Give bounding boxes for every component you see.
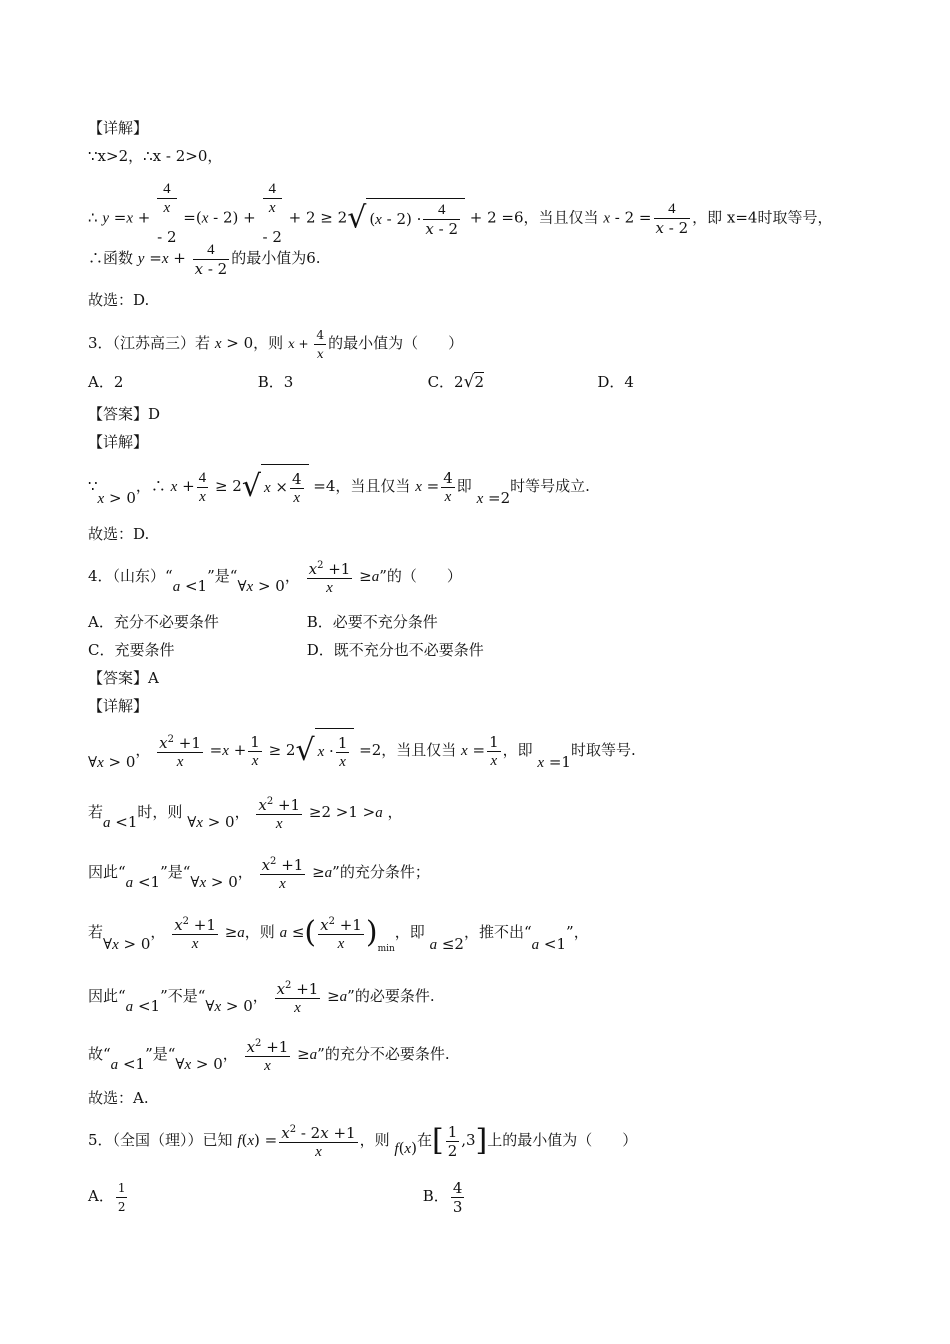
q4-detail-label: 【详解】 bbox=[88, 697, 149, 715]
q3-option-a[interactable]: A．2 bbox=[88, 373, 124, 391]
q4-options-row2 bbox=[88, 640, 484, 660]
q4-line1: ∀x > 0， $\frac{x^2 +1}{x}$ =x + $\frac{1}{x}$ ≥ 2√ x · $\frac{1}{x}$ =2，当且仅当 x = $\frac{1}{x}$ ，即 x =1时取等号. bbox=[88, 728, 636, 774]
q5-option-b[interactable]: B． $\frac{4}{3}$ bbox=[422, 1178, 463, 1216]
q4-option-c[interactable]: C．充要条件 bbox=[88, 641, 175, 659]
q4-option-a[interactable]: A．充分不必要条件 bbox=[88, 613, 219, 631]
q3-detail-label: 【详解】 bbox=[88, 433, 149, 451]
q2-step1: ∵x>2，∴x - 2>0， bbox=[88, 147, 223, 165]
q4-stem: 4．（山东）“a <1”是“∀x > 0， $\frac{x^2 +1}{x}$ ≥a”的（ ） bbox=[88, 556, 462, 597]
q4-option-b[interactable]: B．必要不充分条件 bbox=[306, 613, 438, 631]
q4-line6: 故“a <1”是“∀x > 0， $\frac{x^2 +1}{x}$ ≥a”的充分不必要条件. bbox=[88, 1034, 450, 1075]
q3-options bbox=[88, 372, 634, 392]
q3-choose: 故选：D. bbox=[88, 525, 150, 543]
q4-options-row1 bbox=[88, 612, 438, 632]
q4-line2: 若a <1时，则 ∀x > 0， $\frac{x^2 +1}{x}$ ≥2 >1 >a ， bbox=[88, 792, 403, 833]
q5-option-a[interactable]: A． $\frac{1}{2}$ bbox=[88, 1180, 126, 1214]
q2-choose: 故选：D. bbox=[88, 291, 150, 309]
q5-stem: 5．（全国（理））已知 f(x) = $\frac{x^2 - 2x +1}{x}$ ，则 f(x)在[ $\frac{1}{2}$ ,3]上的最小值为（ ） bbox=[88, 1122, 638, 1160]
q3-option-b[interactable]: B．3 bbox=[257, 373, 294, 391]
q3-solution: ∵x > 0，∴ x + $\frac{4}{x}$ ≥ 2√ x × $\frac{4}{x}$ =4，当且仅当 x = $\frac{4}{x}$ 即 x =2时等号成立. bbox=[88, 464, 590, 510]
q4-line5: 因此“a <1”不是“∀x > 0， $\frac{x^2 +1}{x}$ ≥a”的必要条件. bbox=[88, 976, 435, 1017]
q3-option-d[interactable]: D．4 bbox=[597, 373, 634, 391]
q2-step3: ∴函数 y =x + $\frac{4}{x - 2}$ 的最小值为6. bbox=[88, 241, 321, 278]
q4-line4: 若∀x > 0， $\frac{x^2 +1}{x}$ ≥a，则 a ≤( $\frac{x^2 +1}{x}$ )$_{min}$，即 a ≤2，推不出“a <1”， bbox=[88, 915, 589, 954]
q3-option-c[interactable]: C．2√2 bbox=[427, 372, 484, 392]
q2-step2: ∴ y =x + 4 x - 2 =(x - 2) + 4 x - 2 + 2 ≥ 2√ (x - 2) · $\frac{4}{x - 2}$ + 2 =6，当且仅当 x - 2 = $\frac{4}{x - 2}$ ，即 x=4时取等号， bbox=[88, 181, 833, 246]
q4-answer: 【答案】A bbox=[88, 669, 159, 687]
q5-options bbox=[88, 1176, 466, 1216]
q4-line3: 因此“a <1”是“∀x > 0， $\frac{x^2 +1}{x}$ ≥a”的充分条件； bbox=[88, 852, 430, 893]
q3-answer: 【答案】D bbox=[88, 405, 161, 423]
q4-choose: 故选：A. bbox=[88, 1089, 149, 1107]
q3-stem: 3．（江苏高三）若 x > 0，则 x + $\frac{4}{x}$ 的最小值为（ ） bbox=[88, 328, 464, 361]
q4-option-d[interactable]: D．既不充分也不必要条件 bbox=[306, 641, 484, 659]
q2-detail-label: 【详解】 bbox=[88, 119, 149, 137]
